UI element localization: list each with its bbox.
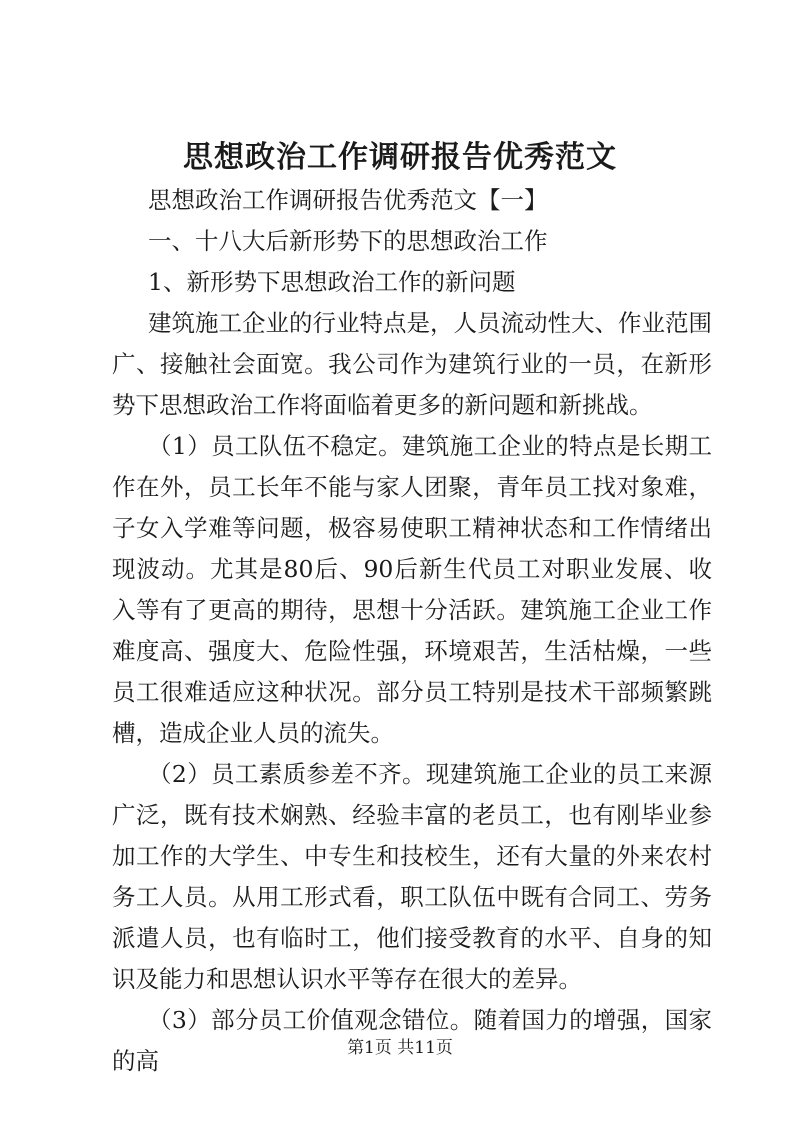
subsection-heading: 1、新形势下思想政治工作的新问题 xyxy=(148,268,516,296)
document-body xyxy=(112,180,712,1082)
document-title: 思想政治工作调研报告优秀范文 xyxy=(183,140,617,175)
body-paragraph: 建筑施工企业的行业特点是，人员流动性大、作业范围广、接触社会面宽。我公司作为建筑行业的一员，在新形势下思想政治工作将面临着更多的新问题和新挑战。 xyxy=(112,309,712,419)
body-paragraph: （2）员工素质参差不齐。现建筑施工企业的员工来源广泛，既有技术娴熟、经验丰富的老员工，也有刚毕业参加工作的大学生、中专生和技校生，还有大量的外来农村务工人员。从用工形式看，职工队伍中既有合同工、劳务派遣人员，也有临时工，他们接受教育的水平、自身的知识及能力和思想认识水平等存在很大的差异。 xyxy=(112,760,712,993)
section-heading: 思想政治工作调研报告优秀范文【一】 xyxy=(148,186,548,214)
body-paragraph: （1）员工队伍不稳定。建筑施工企业的特点是长期工作在外，员工长年不能与家人团聚，青年员工找对象难，子女入学难等问题，极容易使职工精神状态和工作情绪出现波动。尤其是80后、90后新生代员工对职业发展、收入等有了更高的期待，思想十分活跃。建筑施工企业工作难度高、强度大、危险性强，环境艰苦，生活枯燥，一些员工很难适应这种状况。部分员工特别是技术干部频繁跳槽，造成企业人员的流失。 xyxy=(112,432,712,747)
body-paragraph: （3）部分员工价值观念错位。随着国力的增强，国家的高 xyxy=(112,1006,712,1075)
section-heading: 一、十八大后新形势下的思想政治工作 xyxy=(148,227,548,255)
page-number: 第1页 共11页 xyxy=(347,1038,453,1058)
